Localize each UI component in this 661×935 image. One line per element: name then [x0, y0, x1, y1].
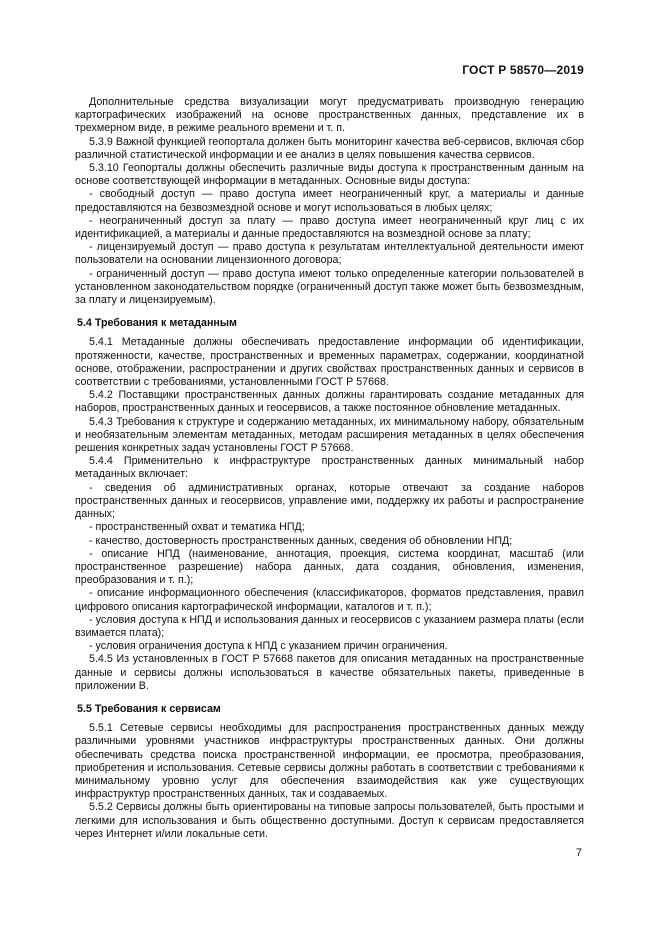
paragraph: 5.3.10 Геопорталы должны обеспечить различные виды доступа к пространственным данным на основе соответствующей информации в метаданных. Основные виды доступа: [75, 162, 584, 188]
paragraph: 5.5.1 Сетевые сервисы необходимы для распространения пространственных данных между различными уровнями участников инфраструктуры пространственных данных. Они должны обеспечивать средства поиска пространственной информации, ее просмотра, преобразования, приобретения и использования. Сетевые сервисы должны работать в соответствии с требованиями к минимальному уровню услуг для обеспечения взаимодействия как уже существующих инфраструктур пространственных данных, так и создаваемых. [75, 722, 584, 801]
list-item: - описание НПД (наименование, аннотация, проекция, система координат, масштаб (или пространственное разрешение) набора данных, дата создания, обновления, изменения, преобразования и т. п.); [75, 547, 584, 587]
page-number: 7 [575, 847, 582, 859]
list-item: - свободный доступ — право доступа имеет неограниченный круг, а материалы и данные предоставляются на безвозмездной основе и могут использоваться в любых целях; [75, 188, 584, 214]
list-item: - описание информационного обеспечения (классификаторов, форматов представления, правил цифрового описания картографической информации, каталогов и т. п.); [75, 587, 584, 613]
list-item: - ограниченный доступ — право доступа имеют только определенные категории пользователей в установленном законодательством порядке (ограниченный доступ также может быть безвозмездным, за плату и лицензируемым). [75, 267, 584, 307]
paragraph: 5.4.4 Применительно к инфраструктуре пространственных данных минимальный набор метаданных включает: [75, 455, 584, 481]
list-item: - условия доступа к НПД и использования данных и геосервисов с указанием размера платы (если взимается плата); [75, 613, 584, 639]
document-id: ГОСТ Р 58570—2019 [462, 63, 584, 77]
paragraph: 5.3.9 Важной функцией геопортала должен быть мониторинг качества веб-сервисов, включая сбор различной статистической информации и ее анализ в целях повышения качества сервисов. [75, 135, 584, 161]
paragraph: 5.5.2 Сервисы должны быть ориентированы на типовые запросы пользователей, быть простыми и легкими для использования и быть общественно доступными. Доступ к сервисам предоставляется через Интернет и/или локальные сети. [75, 801, 584, 840]
list-item: - условия ограничения доступа к НПД с указанием причин ограничения. [89, 640, 448, 653]
document-body [75, 96, 584, 841]
paragraph: 5.4.3 Требования к структуре и содержанию метаданных, их минимальному набору, обязательным и необязательным элементам метаданных, методам расширения метаданных в целях обеспечения решения конкретных задач установлены ГОСТ Р 57668. [75, 415, 584, 455]
list-item: - качество, достоверность пространственных данных, сведения об обновлении НПД; [89, 534, 513, 547]
section-heading: 5.4 Требования к метаданным [77, 317, 237, 330]
paragraph: 5.4.2 Поставщики пространственных данных должны гарантировать создание метаданных для наборов, пространственных данных и геосервисов, а также постоянное обновление метаданных. [75, 389, 584, 415]
list-item: - пространственный охват и тематика НПД; [89, 521, 305, 534]
list-item: - лицензируемый доступ — право доступа к результатам интеллектуальной деятельности имеют пользователи на основании лицензионного договора; [75, 241, 584, 267]
list-item: - неограниченный доступ за плату — право доступа имеет неограниченный круг лиц с их идентификацией, а материалы и данные предоставляются на возмездной основе за плату; [75, 214, 584, 241]
paragraph: 5.4.5 Из установленных в ГОСТ Р 57668 пакетов для описания метаданных на пространственные данные и сервисы должны использоваться в качестве обязательных пакеты, приведенные в приложении В. [75, 653, 584, 692]
section-heading: 5.5 Требования к сервисам [77, 702, 221, 715]
paragraph: Дополнительные средства визуализации могут предусматривать производную генерацию картографических изображений на основе пространственных данных, представление их в трехмерном виде, в режиме реального времени и т. п. [75, 96, 584, 135]
paragraph: 5.4.1 Метаданные должны обеспечивать предоставление информации об идентификации, протяженности, качестве, пространственных и временных параметрах, содержании, координатной основе, отображении, распространении и других свойствах пространственных данных и сервисов в соответствии с требованиями, установленными ГОСТ Р 57668. [75, 336, 584, 389]
list-item: - сведения об административных органах, которые отвечают за создание наборов пространственных данных и геосервисов, управление ими, поддержку их работы и распространение данных; [75, 481, 584, 521]
